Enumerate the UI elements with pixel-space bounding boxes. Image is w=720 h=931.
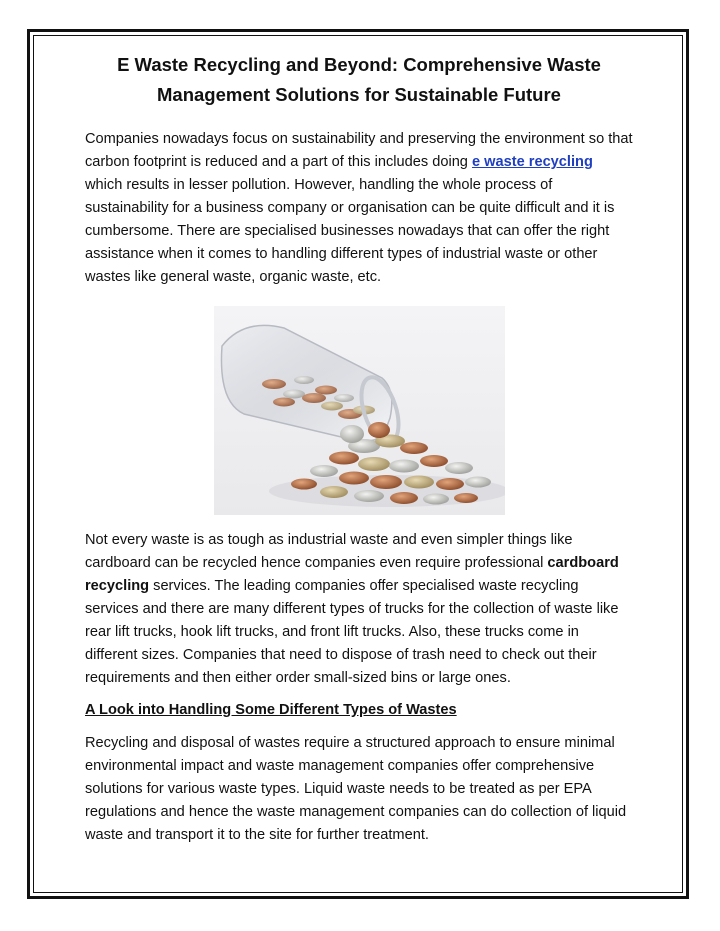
paragraph-intro-text-1: Companies nowadays focus on sustainability and preserving the environment so that carbon footprint is reduced and a part of this includes doing xyxy=(85,131,633,170)
paragraph-liquid-waste: Recycling and disposal of wastes require a structured approach to ensure minimal environmental impact and waste management companies offer comprehensive solutions for various waste types. Liquid waste needs to be treated as per EPA regulations and hence the waste management companies can do collection of liquid waste and transport it to the site for further treatment. xyxy=(85,735,627,843)
document-body xyxy=(85,50,633,847)
paragraph-intro xyxy=(85,128,633,289)
title-line-1: E Waste Recycling and Beyond: Comprehensive Waste xyxy=(117,54,601,75)
paragraph-cardboard-text-2: services. The leading companies offer specialised waste recycling services and there are many different types of trucks for the collection of waste like rear lift trucks, hook lift trucks, and front lift trucks. Also, these trucks come in different sizes. Companies that need to dispose of trash need to check out their requirements and then either order small-sized bins or large ones. xyxy=(85,578,619,686)
coins-jar-photo xyxy=(214,306,505,515)
title-line-2: Management Solutions for Sustainable Future xyxy=(157,84,561,105)
paragraph-intro-text-2: which results in lesser pollution. However, handling the whole process of sustainability for a business company or organisation can be quite difficult and it is cumbersome. There are specialised businesses nowadays that can offer the right assistance when it comes to handling different types of industrial waste or other wastes like general waste, organic waste, etc. xyxy=(85,177,615,285)
e-waste-recycling-link[interactable]: e waste recycling xyxy=(471,154,593,170)
paragraph-cardboard xyxy=(85,529,633,690)
document-title xyxy=(85,50,633,110)
cardboard-recycling-bold: cardboard recycling xyxy=(85,555,619,594)
paragraph-cardboard-text-1: Not every waste is as tough as industrial waste and even simpler things like cardboard can be recycled hence companies even require professional xyxy=(85,532,573,571)
section-subheading: A Look into Handling Some Different Types of Wastes xyxy=(85,702,457,718)
